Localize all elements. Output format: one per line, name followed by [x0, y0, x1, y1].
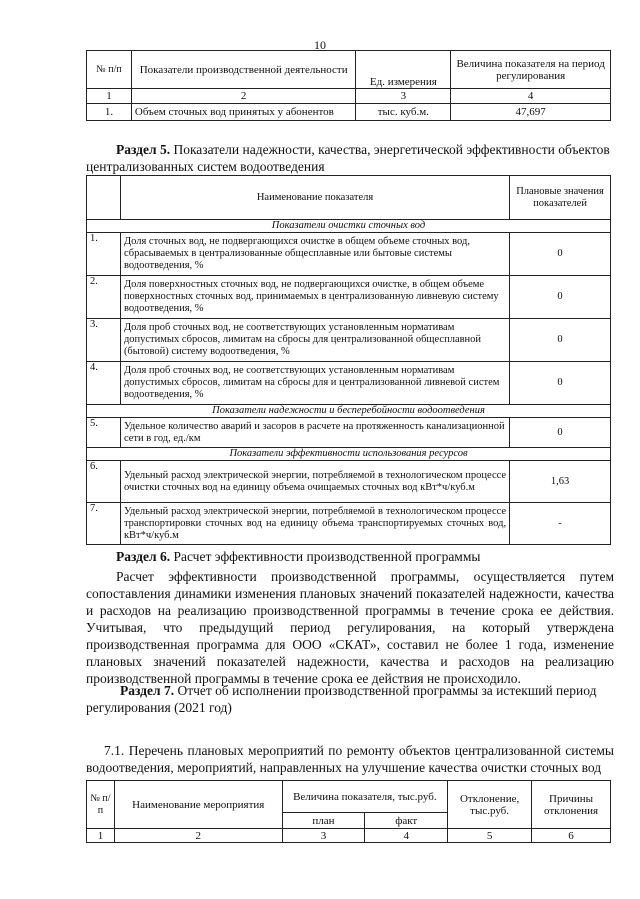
row-value: 47,697	[451, 104, 611, 121]
row-name: Доля сточных вод, не подвергающихся очистке в общем объеме сточных вод, сбрасываемых в централизованные общесплавные или бытовые системы водоотведения, %	[120, 233, 509, 276]
row-value: 0	[510, 418, 611, 448]
group-title: Показатели надежности и бесперебойности водоотведения	[87, 405, 611, 418]
section5-label: Раздел 5.	[116, 142, 171, 157]
table-row	[87, 461, 611, 503]
table-row	[87, 503, 611, 545]
row-value: 1,63	[510, 461, 611, 503]
index-cell: 6	[532, 829, 611, 843]
header-num: № п/п	[87, 781, 115, 829]
header-deviation: Отклонение, тыс.руб.	[448, 781, 532, 829]
row-unit: тыс. куб.м.	[356, 104, 451, 121]
row-name: Удельный расход электрической энергии, потребляемой в технологическом процессе очистки сточных вод на единицу объема очищаемых сточных вод кВт*ч/куб.м	[120, 461, 509, 503]
header-plan: Плановые значения показателей	[510, 176, 611, 220]
indicators-table	[86, 175, 611, 545]
row-num: 1.	[87, 104, 132, 121]
section6-body: Расчет эффективности производственной программы, осуществляется путем сопоставления динамики изменения плановых значений показателей надежности, качества и расходов на реализацию производственной программы в течение срока ее действия. Учитывая, что предыдущий период регулирования, на который утверждена производственная программа для ООО «СКАТ», составил не более 1 года, изменение плановых значений показателей надежности, качества и расходов на реализацию производственной программы в течение срока ее действия не происходило.	[86, 569, 614, 686]
row-name: Доля проб сточных вод, не соответствующих установленным нормативам допустимых сбросов, лимитам на сбросы для централизованной общесплавной (бытовой) систему водоотведения, %	[120, 319, 509, 362]
row-value: 0	[510, 362, 611, 405]
row-name: Удельный расход электрической энергии, потребляемой в технологическом процессе транспортировки сточных вод на единицу объема транспортируемых сточных вод, кВт*ч/куб.м	[120, 503, 509, 545]
index-cell: 1	[87, 89, 132, 104]
row-num: 5.	[87, 418, 121, 448]
group-title: Показатели очистки сточных вод	[87, 220, 611, 233]
section7-heading	[86, 682, 614, 716]
header-indicator: Показатели производственной деятельности	[131, 51, 356, 89]
row-num: 6.	[87, 461, 121, 503]
index-cell: 3	[282, 829, 365, 843]
section6-label: Раздел 6.	[116, 549, 171, 564]
row-num: 3.	[87, 319, 121, 362]
header-plan: план	[282, 813, 365, 829]
row-name: Доля поверхностных сточных вод, не подвергающихся очистке, в общем объеме поверхностных сточных вод, принимаемых в централизованную ливневую систему водоотведения, %	[120, 276, 509, 319]
index-cell: 4	[365, 829, 448, 843]
header-unit: Ед. измерения	[356, 51, 451, 89]
header-name: Наименование показателя	[120, 176, 509, 220]
header-value: Величина показателя на период регулирования	[451, 51, 611, 89]
section7-subheading: 7.1. Перечень плановых мероприятий по ремонту объектов централизованной системы водоотведения, мероприятий, направленных на улучшение качества очистки сточных вод	[86, 743, 614, 775]
row-num: 4.	[87, 362, 121, 405]
header-name: Наименование мероприятия	[114, 781, 282, 829]
row-value: -	[510, 503, 611, 545]
header-num: № п/п	[87, 51, 132, 89]
section5-title: Показатели надежности, качества, энергетической эффективности объектов централизованных систем водоотведения	[86, 142, 610, 174]
row-name: Удельное количество аварий и засоров в расчете на протяженность канализационной сети в год, ед./км	[120, 418, 509, 448]
header-reasons: Причины отклонения	[532, 781, 611, 829]
section6-heading	[86, 548, 614, 565]
row-name: Объем сточных вод принятых у абонентов	[131, 104, 356, 121]
row-num: 7.	[87, 503, 121, 545]
index-cell: 2	[131, 89, 356, 104]
report-table	[86, 780, 611, 843]
header-value: Величина показателя, тыс.руб.	[282, 781, 448, 813]
page-number: 10	[314, 38, 326, 52]
table-row	[87, 104, 611, 121]
row-num: 1.	[87, 233, 121, 276]
index-cell: 3	[356, 89, 451, 104]
index-cell: 5	[448, 829, 532, 843]
index-cell: 2	[114, 829, 282, 843]
row-num: 2.	[87, 276, 121, 319]
production-table	[86, 50, 611, 121]
table-row	[87, 362, 611, 405]
table-row	[87, 418, 611, 448]
section6-title: Расчет эффективности производственной программы	[170, 549, 481, 564]
table-row	[87, 276, 611, 319]
row-value: 0	[510, 276, 611, 319]
row-value: 0	[510, 319, 611, 362]
row-name: Доля проб сточных вод, не соответствующих установленным нормативам допустимых сбросов, лимитам на сбросы для и централизованной ливневой систем водоотведения, %	[120, 362, 509, 405]
section7-label: Раздел 7.	[120, 683, 175, 698]
section7-title: Отчет об исполнении производственной программы за истекший период регулирования (2021 год)	[86, 683, 597, 715]
group-title: Показатели эффективности использования ресурсов	[87, 448, 611, 461]
index-cell: 4	[451, 89, 611, 104]
table-row	[87, 233, 611, 276]
row-value: 0	[510, 233, 611, 276]
section5-heading	[86, 141, 614, 175]
header-fact: факт	[365, 813, 448, 829]
table-row	[87, 319, 611, 362]
index-cell: 1	[87, 829, 115, 843]
